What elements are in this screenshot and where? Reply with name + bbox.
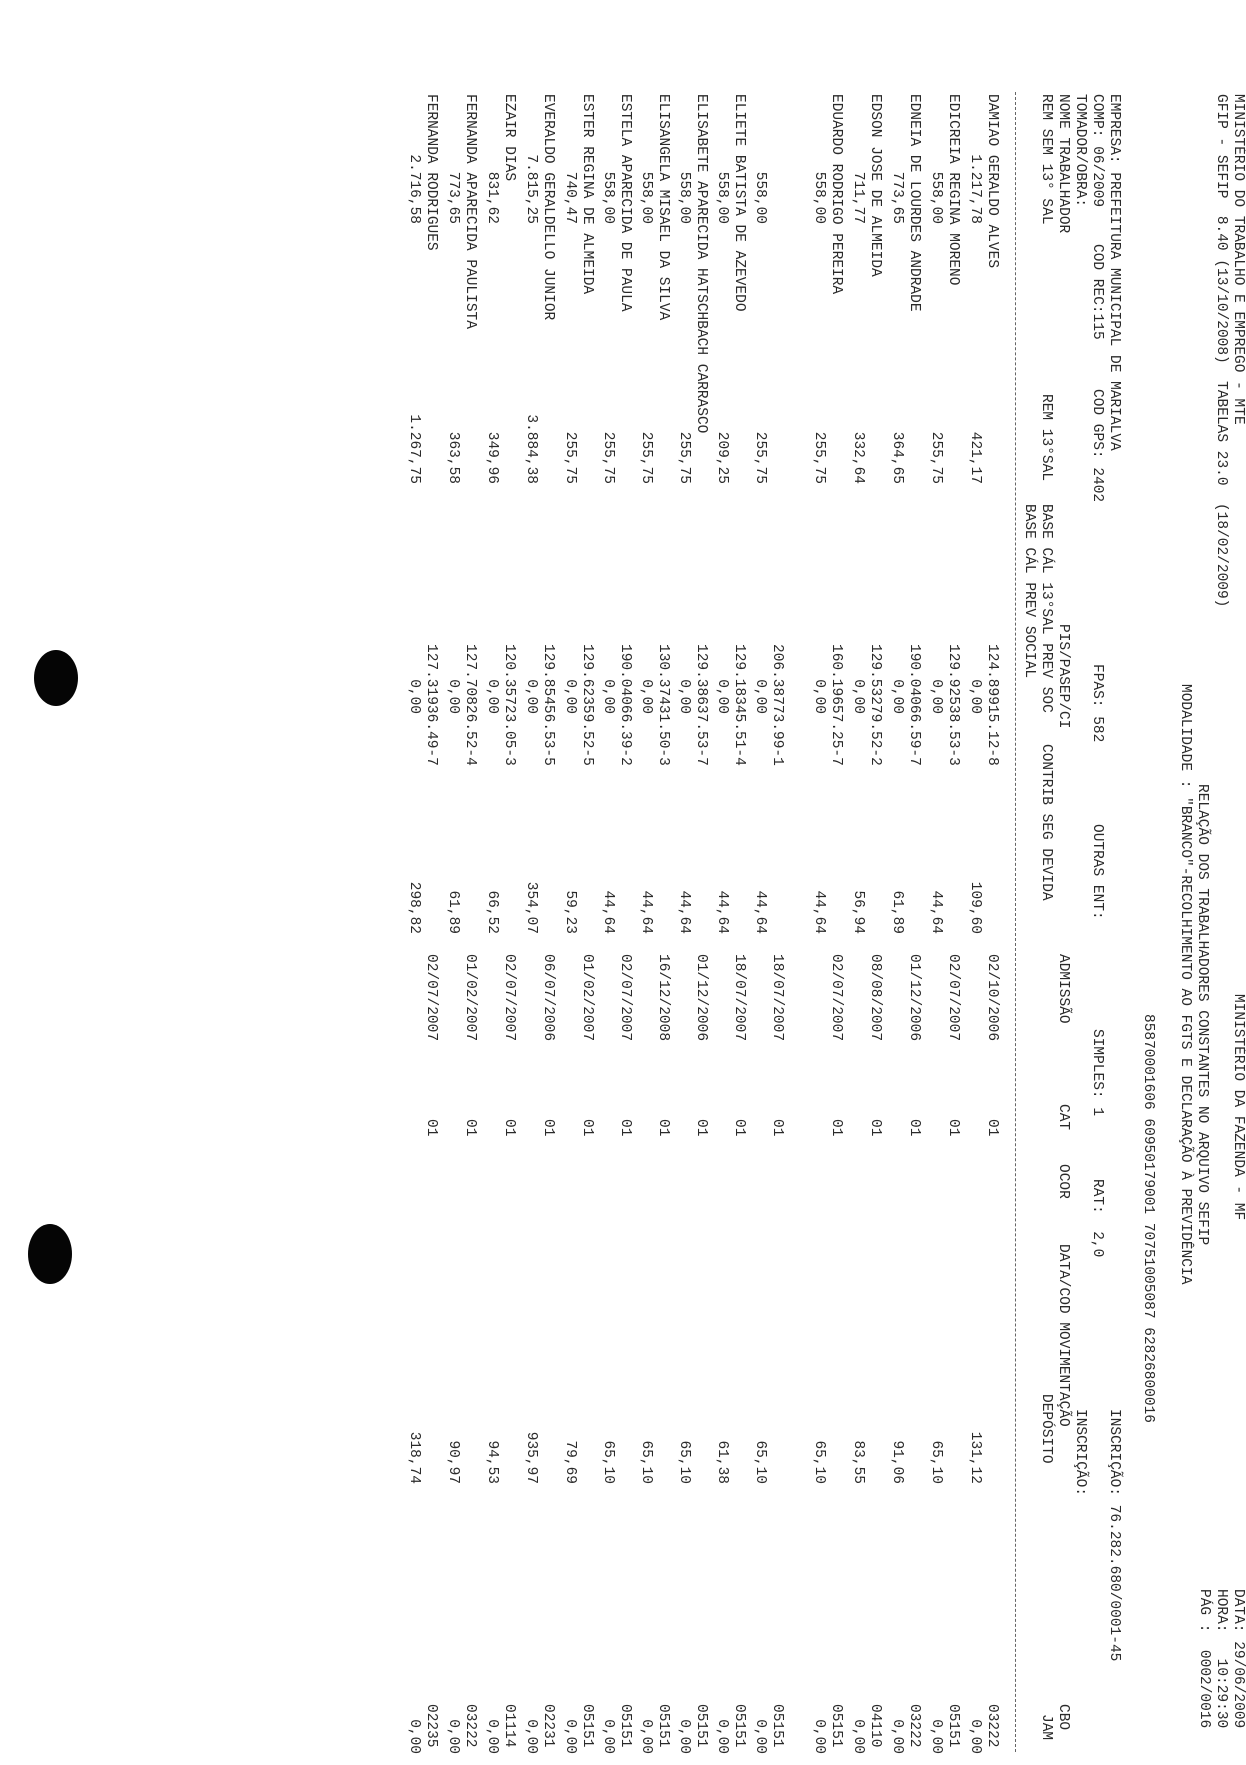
admission-date: 06/07/2006	[540, 954, 556, 1042]
rat: RAT: 2,0	[1089, 1179, 1105, 1258]
pis-number: 130.37431.50-3	[655, 644, 671, 766]
jam: 0,00	[406, 1719, 422, 1754]
contrib-seg: 298,82	[406, 881, 422, 934]
contrib-seg: 56,94	[850, 890, 866, 934]
worker-name: EDUARDO RODRIGO PEREIRA	[828, 94, 844, 295]
col-base-prev: BASE CÁL PREV SOCIAL	[1021, 504, 1037, 679]
cbo-code: 05151	[769, 1704, 785, 1748]
admission-date: 01/12/2006	[693, 954, 709, 1042]
base-13: 0,00	[811, 679, 827, 714]
admission-date: 02/07/2007	[945, 954, 961, 1042]
file-id: 85870001606 60950179001 70751005087 62826800016	[1140, 1014, 1156, 1423]
simples: SIMPLES: 1	[1089, 1029, 1105, 1117]
jam: 0,00	[523, 1719, 539, 1754]
worker-name: ESTER REGINA DE ALMEIDA	[579, 94, 595, 295]
category: 01	[769, 1119, 785, 1137]
col-jam: JAM	[1038, 1714, 1054, 1741]
contrib-seg: 59,23	[562, 890, 578, 934]
deposito: 79,69	[562, 1440, 578, 1484]
cbo-code: 05151	[579, 1704, 595, 1748]
rem-13: 364,65	[889, 431, 905, 484]
company-inscricao: INSCRIÇÃO: 76.282.680/0001-45	[1106, 1409, 1122, 1662]
base-13: 0,00	[484, 679, 500, 714]
category: 01	[540, 1119, 556, 1137]
base-13: 0,00	[523, 679, 539, 714]
admission-date: 02/07/2007	[423, 954, 439, 1042]
contrib-seg: 354,07	[523, 881, 539, 934]
pis-number: 129.18345.51-4	[731, 644, 747, 766]
cbo-code: 03222	[906, 1704, 922, 1748]
col-base-13: BASE CÁL 13°SAL PREV SOC	[1038, 504, 1054, 713]
admission-date: 02/10/2006	[984, 954, 1000, 1042]
base-13: 0,00	[445, 679, 461, 714]
pis-number: 127.70826.52-4	[462, 644, 478, 766]
rem-13: 209,25	[714, 431, 730, 484]
admission-date: 16/12/2008	[655, 954, 671, 1042]
col-deposito: DEPÓSITO	[1038, 1394, 1054, 1464]
contrib-seg: 44,64	[928, 890, 944, 934]
contrib-seg: 44,64	[676, 890, 692, 934]
rem-13: 255,75	[676, 431, 692, 484]
admission-date: 08/08/2007	[867, 954, 883, 1042]
pis-number: 129.53279.52-2	[867, 644, 883, 766]
category: 01	[731, 1119, 747, 1137]
base-13: 0,00	[600, 679, 616, 714]
rem-sem-13: 558,00	[811, 171, 827, 224]
rem-sem-13: 558,00	[752, 171, 768, 224]
category: 01	[462, 1119, 478, 1137]
jam: 0,00	[928, 1719, 944, 1754]
col-ocor: OCOR	[1055, 1164, 1071, 1199]
category: 01	[423, 1119, 439, 1137]
pis-number: 129.92538.53-3	[945, 644, 961, 766]
worker-name: ESTELA APARECIDA DE PAULA	[617, 94, 633, 312]
admission-date: 18/07/2007	[769, 954, 785, 1042]
category: 01	[501, 1119, 517, 1137]
worker-name: FERNANDA RODRIGUES	[423, 94, 439, 251]
rem-sem-13: 558,00	[676, 171, 692, 224]
worker-name: EZAIR DIAS	[501, 94, 517, 182]
cbo-code: 02235	[423, 1704, 439, 1748]
tomador: TOMADOR/OBRA:	[1072, 94, 1088, 208]
rem-sem-13: 558,00	[600, 171, 616, 224]
outras-ent: OUTRAS ENT:	[1089, 824, 1105, 920]
jam: 0,00	[600, 1719, 616, 1754]
rem-13: 255,75	[638, 431, 654, 484]
category: 01	[655, 1119, 671, 1137]
base-13: 0,00	[850, 679, 866, 714]
rem-sem-13: 2.716,58	[406, 154, 422, 224]
base-13: 0,00	[406, 679, 422, 714]
rem-13: 255,75	[600, 431, 616, 484]
admission-date: 01/02/2007	[462, 954, 478, 1042]
pis-number: 206.38773.99-1	[769, 644, 785, 766]
deposito: 61,38	[714, 1440, 730, 1484]
admission-date: 02/07/2007	[501, 954, 517, 1042]
rem-sem-13: 773,65	[889, 171, 905, 224]
pis-number: 120.35723.05-3	[501, 644, 517, 766]
cbo-code: 03222	[984, 1704, 1000, 1748]
deposito: 65,10	[811, 1440, 827, 1484]
pis-number: 124.89915.12-8	[984, 644, 1000, 766]
worker-name: ELISABETE APARECIDA HATSCHBACH CARRASCO	[693, 94, 709, 434]
rem-sem-13: 773,65	[445, 171, 461, 224]
deposito: 83,55	[850, 1440, 866, 1484]
base-13: 0,00	[752, 679, 768, 714]
jam: 0,00	[562, 1719, 578, 1754]
rem-sem-13: 7.815,25	[523, 154, 539, 224]
report-title: RELAÇÃO DOS TRABALHADORES CONSTANTES NO ARQUIVO SEFIP	[1194, 784, 1210, 1246]
header-divider	[1015, 92, 1016, 1752]
jam: 0,00	[638, 1719, 654, 1754]
rem-13: 255,75	[752, 431, 768, 484]
jam: 0,00	[752, 1719, 768, 1754]
pis-number: 190.04066.39-2	[617, 644, 633, 766]
cbo-code: 05151	[945, 1704, 961, 1748]
rem-sem-13: 740,47	[562, 171, 578, 224]
base-13: 0,00	[676, 679, 692, 714]
col-data-cod: DATA/COD MOVIMENTAÇÃO	[1055, 1244, 1071, 1427]
cod-gps: COD GPS: 2402	[1089, 389, 1105, 503]
cbo-code: 01114	[501, 1704, 517, 1748]
col-rem-13: REM 13°SAL	[1038, 394, 1054, 482]
cbo-code: 05151	[731, 1704, 747, 1748]
contrib-seg: 44,64	[600, 890, 616, 934]
category: 01	[617, 1119, 633, 1137]
cbo-code: 05151	[693, 1704, 709, 1748]
deposito: 65,10	[638, 1440, 654, 1484]
category: 01	[906, 1119, 922, 1137]
jam: 0,00	[445, 1719, 461, 1754]
base-13: 0,00	[967, 679, 983, 714]
col-rem-sem: REM SEM 13° SAL	[1038, 94, 1054, 225]
worker-name: EVERALDO GERALDELLO JUNIOR	[540, 94, 556, 321]
col-cat: CAT	[1055, 1104, 1071, 1131]
rem-sem-13: 558,00	[638, 171, 654, 224]
contrib-seg: 44,64	[752, 890, 768, 934]
col-pis: PIS/PASEP/CI	[1055, 624, 1071, 729]
cbo-code: 05151	[828, 1704, 844, 1748]
cbo-code: 02231	[540, 1704, 556, 1748]
worker-name: ELIETE BATISTA DE AZEVEDO	[731, 94, 747, 312]
pis-number: 190.04066.59-7	[906, 644, 922, 766]
contrib-seg: 109,60	[967, 881, 983, 934]
jam: 0,00	[676, 1719, 692, 1754]
rem-sem-13: 711,77	[850, 171, 866, 224]
jam: 0,00	[484, 1719, 500, 1754]
deposito: 318,74	[406, 1431, 422, 1484]
worker-name: DAMIAO GERALDO ALVES	[984, 94, 1000, 269]
category: 01	[693, 1119, 709, 1137]
jam: 0,00	[714, 1719, 730, 1754]
modality: MODALIDADE : "BRANCO"-RECOLHIMENTO AO FGTS E DECLARAÇÃO À PREVIDÊNCIA	[1177, 684, 1193, 1285]
cbo-code: 04110	[867, 1704, 883, 1748]
pis-number: 160.19657.25-7	[828, 644, 844, 766]
worker-name: EDICREIA REGINA MORENO	[945, 94, 961, 286]
base-13: 0,00	[928, 679, 944, 714]
company-name: EMPRESA: PREFEITURA MUNICIPAL DE MARIALVA	[1106, 94, 1122, 451]
jam: 0,00	[850, 1719, 866, 1754]
rem-13: 1.267,75	[406, 414, 422, 484]
col-cbo: CBO	[1055, 1704, 1071, 1731]
deposito: 131,12	[967, 1431, 983, 1484]
jam: 0,00	[967, 1719, 983, 1754]
deposito: 65,10	[600, 1440, 616, 1484]
jam: 0,00	[811, 1719, 827, 1754]
worker-name: ELISANGELA MISAEL DA SILVA	[655, 94, 671, 321]
gfip-version: GFIP - SEFIP 8.40 (13/10/2008) TABELAS 23.0 (18/02/2009)	[1213, 94, 1229, 608]
col-nome: NOME TRABALHADOR	[1055, 94, 1071, 234]
contrib-seg: 44,64	[714, 890, 730, 934]
col-contrib: CONTRIB SEG DEVIDA	[1038, 744, 1054, 901]
deposito: 91,06	[889, 1440, 905, 1484]
worker-name: FERNANDA APARECIDA PAULISTA	[462, 94, 478, 329]
deposito: 65,10	[752, 1440, 768, 1484]
cod-rec: COD REC:115	[1089, 244, 1105, 340]
report-date: DATA: 29/06/2009	[1230, 1589, 1246, 1729]
contrib-seg: 61,89	[889, 890, 905, 934]
contrib-seg: 44,64	[811, 890, 827, 934]
base-13: 0,00	[562, 679, 578, 714]
rem-13: 363,58	[445, 431, 461, 484]
report-page	[71, 84, 1246, 1764]
rem-13: 3.884,38	[523, 414, 539, 484]
ministry-work: MINISTÉRIO DO TRABALHO E EMPREGO - MTE	[1230, 94, 1246, 425]
admission-date: 01/12/2006	[906, 954, 922, 1042]
admission-date: 02/07/2007	[617, 954, 633, 1042]
cbo-code: 03222	[462, 1704, 478, 1748]
rem-sem-13: 831,62	[484, 171, 500, 224]
col-admissao: ADMISSÃO	[1055, 954, 1071, 1024]
deposito: 935,97	[523, 1431, 539, 1484]
base-13: 0,00	[889, 679, 905, 714]
pis-number: 127.31936.49-7	[423, 644, 439, 766]
deposito: 65,10	[928, 1440, 944, 1484]
category: 01	[945, 1119, 961, 1137]
admission-date: 02/07/2007	[828, 954, 844, 1042]
base-13: 0,00	[638, 679, 654, 714]
worker-name: EDNEIA DE LOURDES ANDRADE	[906, 94, 922, 312]
rem-sem-13: 558,00	[928, 171, 944, 224]
admission-date: 18/07/2007	[731, 954, 747, 1042]
rem-sem-13: 1.217,78	[967, 154, 983, 224]
contrib-seg: 61,89	[445, 890, 461, 934]
pis-number: 129.85456.53-5	[540, 644, 556, 766]
rem-sem-13: 558,00	[714, 171, 730, 224]
rem-13: 332,64	[850, 431, 866, 484]
punch-hole-bottom	[28, 1224, 72, 1284]
rem-13: 421,17	[967, 431, 983, 484]
rem-13: 255,75	[562, 431, 578, 484]
cbo-code: 05151	[655, 1704, 671, 1748]
deposito: 94,53	[484, 1440, 500, 1484]
contrib-seg: 44,64	[638, 890, 654, 934]
rem-13: 255,75	[811, 431, 827, 484]
ministry-fazenda: MINISTÉRIO DA FAZENDA - MF	[1230, 994, 1246, 1221]
cbo-code: 05151	[617, 1704, 633, 1748]
deposito: 65,10	[676, 1440, 692, 1484]
tomador-inscricao: INSCRIÇÃO:	[1072, 1409, 1088, 1497]
contrib-seg: 66,52	[484, 890, 500, 934]
category: 01	[984, 1119, 1000, 1137]
pis-number: 129.62359.52-5	[579, 644, 595, 766]
rem-13: 255,75	[928, 431, 944, 484]
report-hour: HORA: 10:29:30	[1213, 1589, 1229, 1729]
worker-name: EDSON JOSE DE ALMEIDA	[867, 94, 883, 277]
fpas: FPAS: 582	[1089, 664, 1105, 743]
rem-13: 349,96	[484, 431, 500, 484]
admission-date: 01/02/2007	[579, 954, 595, 1042]
category: 01	[828, 1119, 844, 1137]
comp: COMP: 06/2009	[1089, 94, 1105, 208]
category: 01	[867, 1119, 883, 1137]
jam: 0,00	[889, 1719, 905, 1754]
page-number: PÁG : 0002/0016	[1196, 1589, 1212, 1729]
category: 01	[579, 1119, 595, 1137]
deposito: 90,97	[445, 1440, 461, 1484]
pis-number: 129.38637.53-7	[693, 644, 709, 766]
base-13: 0,00	[714, 679, 730, 714]
